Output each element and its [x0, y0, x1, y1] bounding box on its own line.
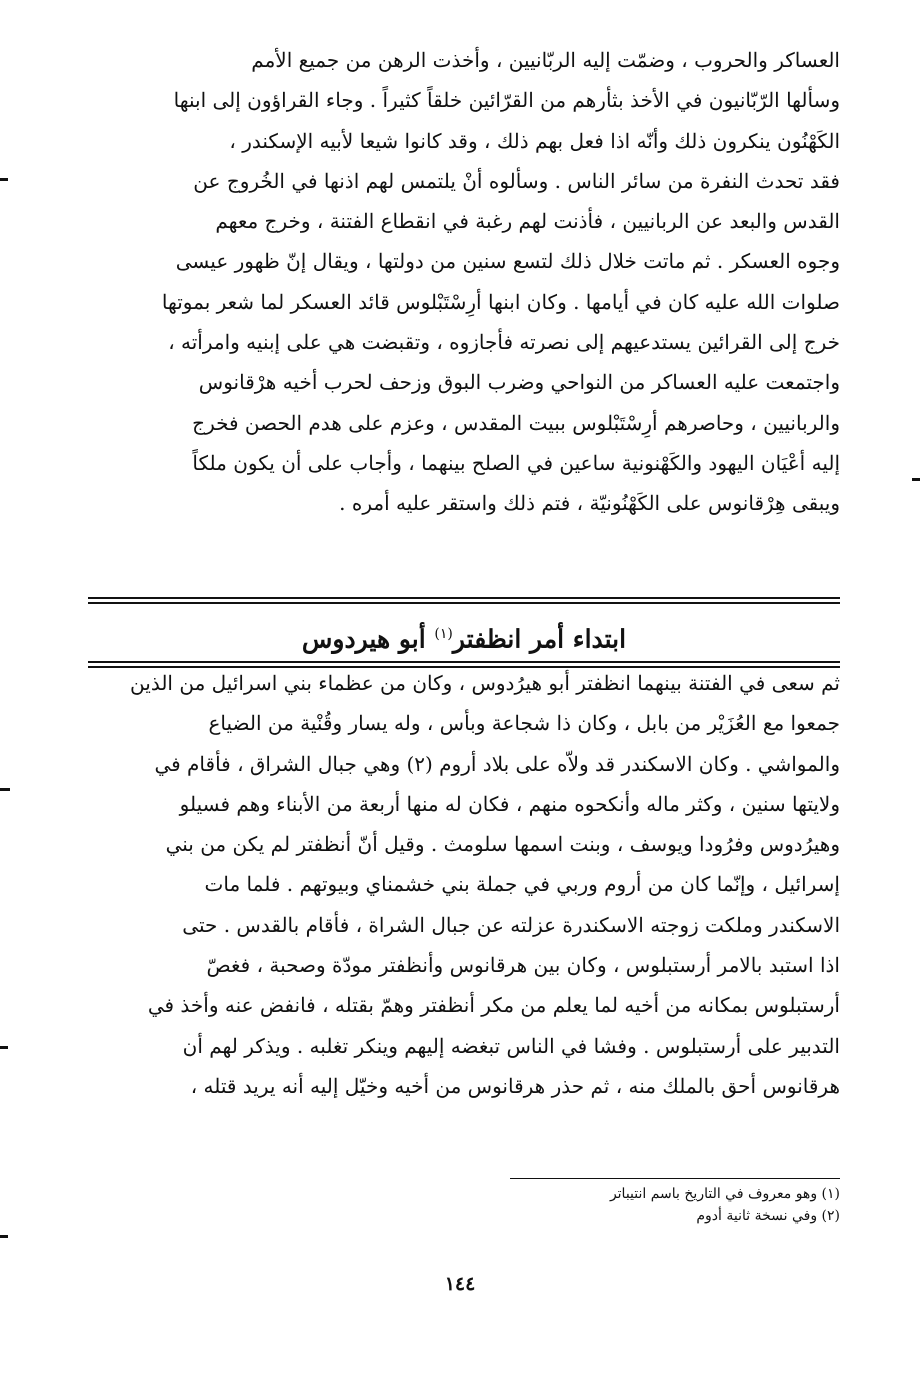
paragraph-2 — [80, 663, 840, 1106]
text-line: صلوات الله عليه كان في أيامها . وكان ابنها أرِسْتَبْلوس قائد العسكر لما شعر بموتها — [161, 289, 840, 314]
paragraph-1 — [80, 40, 840, 524]
text-line: أرستبلوس بمكانه من أخيه لما يعلم من مكر أنظفتر وهمّ بقتله ، فانفض عنه وأخذ في — [147, 993, 840, 1018]
footnotes — [420, 1183, 840, 1227]
footnote: (١) وهو معروف في التاريخ باسم انتيباتر — [609, 1186, 840, 1202]
text-line: والمواشي . وكان الاسكندر قد ولاّه على بلاد أروم (٢) وهي جبال الشراق ، فأقام في — [154, 751, 840, 776]
page-number: ١٤٤ — [444, 1273, 476, 1295]
heading-title: ابتداء أمر انظفتر — [452, 624, 627, 654]
scan-edge-mark — [0, 1235, 8, 1238]
scan-edge-mark — [0, 178, 8, 181]
text-line: فقد تحدث النفرة من سائر الناس . وسألوه أنْ يلتمس لهم اذنها في الخُروج عن — [193, 168, 840, 193]
scan-edge-mark — [0, 1046, 8, 1049]
section-heading — [88, 612, 840, 656]
footnote: (٢) وفي نسخة ثانية أدوم — [696, 1208, 840, 1224]
text-line: ويبقى هِرْقانوس على الكَهْنُونيّة ، فتم ذلك واستقر عليه أمره . — [339, 491, 840, 516]
text-line: اذا استبد بالامر أرستبلوس ، وكان بين هرقانوس وأنظفتر مودّة وصحبة ، فغصّ — [206, 953, 840, 978]
text-line: ولايتها سنين ، وكثر ماله وأنكحوه منهم ، فكان له منها أربعة من الأبناء وهم فسيلو — [179, 791, 840, 816]
text-line: خرج إلى القرائين يستدعيهم إلى نصرته فأجازوه ، وتقبضت هي على إبنيه وامرأته ، — [168, 330, 840, 355]
text-line: وسألها الرّبّانيون في الأخذ بثأرهم من القرّائين خلقاً كثيراً . وجاء القراؤون إلى ابنها — [173, 88, 840, 113]
text-line: والربانيين ، وحاصرهم أرِسْتَبْلوس ببيت المقدس ، وعزم على هدم الحصن فخرج — [192, 410, 840, 435]
text-line: وهيرُدوس وفرُودا ويوسف ، وبنت اسمها سلومث . وقيل أنّ أنظفتر لم يكن من بني — [165, 832, 840, 857]
text-line: الاسكندر وملكت زوجته الاسكندرة عزلته عن جبال الشراة ، فأقام بالقدس . حتى — [182, 912, 840, 937]
scan-edge-mark — [0, 788, 10, 791]
footnote-rule — [510, 1178, 840, 1179]
text-line: جمعوا مع العُزَيْر من بابل ، وكان ذا شجاعة وبأس ، وله يسار وقُنْية من الضياع — [208, 711, 840, 736]
text-line: التدبير على أرستبلوس . وفشا في الناس تبغضه إليهم وينكر تغلبه . ويذكر لهم أن — [182, 1033, 840, 1058]
text-line: القدس والبعد عن الربانيين ، فأذنت لهم رغبة في انقطاع الفتنة ، وخرج معهم — [215, 209, 840, 234]
scan-edge-mark — [912, 478, 920, 481]
text-line: هرقانوس أحق بالملك منه ، ثم حذر هرقانوس من أخيه وخيّل إليه أنه يريد قتله ، — [190, 1073, 840, 1098]
text-line: إسرائيل ، وإنّما كان من أروم وربي في جملة بني خشمناي وبيوتهم . فلما مات — [204, 872, 840, 897]
text-line: ثم سعى في الفتنة بينهما انظفتر أبو هيرُدوس ، وكان من عظماء بني اسرائيل من الذين — [130, 671, 840, 695]
text-line: إليه أعْيَان اليهود والكَهْنونية ساعين في الصلح بينهما ، وأجاب على أن يكون ملكاً — [192, 450, 840, 475]
text-line: وجوه العسكر . ثم ماتت خلال ذلك لتسع سنين من دولتها ، ويقال إنّ ظهور عيسى — [175, 249, 840, 274]
text-line: العساكر والحروب ، وضمّت إليه الربّانيين ، وأخذت الرهن من جميع الأمم — [251, 48, 840, 72]
text-line: واجتمعت عليه العساكر من النواحي وضرب البوق وزحف لحرب أخيه هرْقانوس — [198, 370, 840, 395]
text-line: الكَهْنُون ينكرون ذلك وأنّه اذا فعل بهم ذلك ، وقد كانوا شيعا لأبيه الإسكندر ، — [229, 128, 840, 153]
heading-footnote-ref: (١) — [434, 626, 453, 642]
heading-subtitle: أبو هيردوس — [301, 624, 426, 654]
